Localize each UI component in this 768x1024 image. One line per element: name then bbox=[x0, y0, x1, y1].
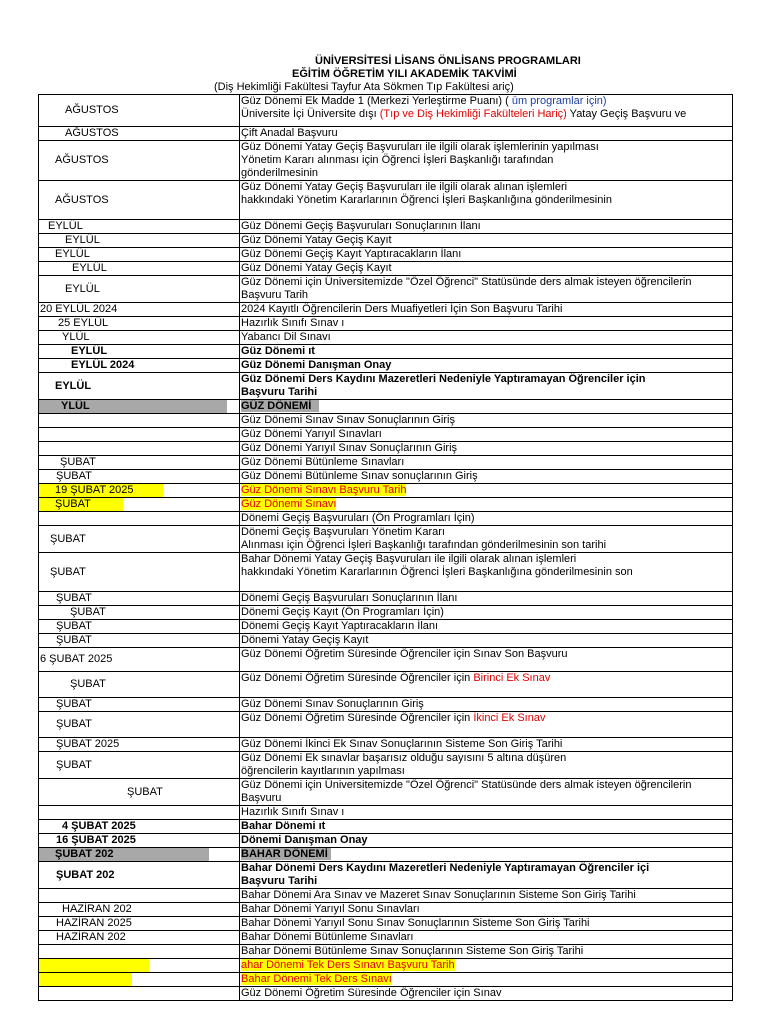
date-cell: ŞUBAT bbox=[39, 456, 240, 470]
date-cell: ŞUBAT bbox=[39, 672, 240, 698]
date-cell bbox=[39, 414, 240, 428]
table-row bbox=[39, 345, 733, 359]
section-header-cell: GÜZ DÖNEMİ bbox=[240, 400, 733, 414]
description-cell: Güz Dönemi için Üniversitemizde "Özel Öğrenci" Statüsünde ders almak isteyen öğrencilerin Başvuru Tarih bbox=[240, 276, 733, 303]
date-cell: 16 ŞUBAT 2025 bbox=[39, 834, 240, 848]
highlighted-date: ŞUBAT bbox=[39, 498, 123, 511]
date-cell: EYLÜL bbox=[39, 234, 240, 248]
date-cell: HAZİRAN 202 bbox=[39, 903, 240, 917]
table-row bbox=[39, 498, 733, 512]
table-row bbox=[39, 848, 733, 862]
table-row bbox=[39, 672, 733, 698]
date-cell: AĞUSTOS bbox=[39, 141, 240, 181]
table-row bbox=[39, 606, 733, 620]
section-header-gray-bar: ŞUBAT 202 bbox=[39, 848, 209, 861]
date-cell bbox=[39, 987, 240, 1001]
date-cell bbox=[39, 498, 240, 512]
table-row bbox=[39, 917, 733, 931]
date-cell: EYLÜL bbox=[39, 373, 240, 400]
description-cell: Güz Dönemi Yatay Geçiş Kayıt bbox=[240, 262, 733, 276]
table-row bbox=[39, 141, 733, 181]
description-cell: Dönemi Geçiş Başvuruları Yönetim Kararı Alınması için Öğrenci İşleri Başkanlığı tarafından gönderilmesinin son tarihi bbox=[240, 526, 733, 553]
description-cell: Bahar Dönemi Yatay Geçiş Başvuruları ile ilgili olarak alınan işlemleri hakkındaki Yönetim Kararlarının Öğrenci İşleri Başkanlığına gönderilmesinin son bbox=[240, 553, 733, 592]
description-cell: Dönemi Geçiş Kayıt (Ön Programları İçin) bbox=[240, 606, 733, 620]
highlighted-date: 19 ŞUBAT 2025 bbox=[39, 484, 163, 497]
table-row bbox=[39, 303, 733, 317]
description-cell: Bahar Dönemi Yarıyıl Sonu Sınavları bbox=[240, 903, 733, 917]
table-row bbox=[39, 648, 733, 672]
description-cell: Güz Dönemi Sınavı bbox=[240, 498, 733, 512]
description-cell: ahar Dönemi Tek Ders Sınavı Başvuru Tarih bbox=[240, 959, 733, 973]
highlighted-date bbox=[39, 959, 149, 972]
date-cell: ŞUBAT bbox=[39, 712, 240, 738]
date-cell: EYLÜL 2024 bbox=[39, 359, 240, 373]
table-row bbox=[39, 553, 733, 592]
date-cell: ŞUBAT 202 bbox=[39, 862, 240, 889]
date-cell: ŞUBAT bbox=[39, 620, 240, 634]
date-cell bbox=[39, 428, 240, 442]
description-cell: Güz Dönemi Geçiş Başvuruları Sonuçlarının İlanı bbox=[240, 220, 733, 234]
table-row bbox=[39, 526, 733, 553]
table-row bbox=[39, 456, 733, 470]
table-row bbox=[39, 752, 733, 779]
table-row bbox=[39, 484, 733, 498]
description-cell: Güz Dönemi Öğretim Süresinde Öğrenciler için Sınav Son Başvuru bbox=[240, 648, 733, 672]
date-cell: AĞUSTOS bbox=[39, 127, 240, 141]
section-header-cell: BAHAR DÖNEMİ bbox=[240, 848, 733, 862]
description-cell: Bahar Dönemi Yarıyıl Sonu Sınav Sonuçlarının Sisteme Son Giriş Tarihi bbox=[240, 917, 733, 931]
date-cell: ŞUBAT bbox=[39, 592, 240, 606]
description-cell: Güz Dönemi Danışman Onay bbox=[240, 359, 733, 373]
description-cell: Bahar Dönemi Ara Sınav ve Mazeret Sınav Sonuçlarının Sisteme Son Giriş Tarihi bbox=[240, 889, 733, 903]
table-row bbox=[39, 806, 733, 820]
description-cell: Güz Dönemi Öğretim Süresinde Öğrenciler için Sınav bbox=[240, 987, 733, 1001]
table-row bbox=[39, 592, 733, 606]
table-row bbox=[39, 95, 733, 127]
table-row bbox=[39, 889, 733, 903]
table-row bbox=[39, 428, 733, 442]
date-cell: ŞUBAT bbox=[39, 752, 240, 779]
description-cell: Bahar Dönemi ıt bbox=[240, 820, 733, 834]
date-cell: EYLÜL bbox=[39, 276, 240, 303]
date-cell bbox=[39, 484, 240, 498]
date-cell bbox=[39, 442, 240, 456]
date-cell: ŞUBAT 2025 bbox=[39, 738, 240, 752]
date-cell bbox=[39, 959, 240, 973]
date-cell bbox=[39, 945, 240, 959]
date-cell: 25 EYLÜL bbox=[39, 317, 240, 331]
table-row bbox=[39, 234, 733, 248]
table-row bbox=[39, 862, 733, 889]
table-row bbox=[39, 331, 733, 345]
description-cell: Güz Dönemi İkinci Ek Sınav Sonuçlarının Sisteme Son Giriş Tarihi bbox=[240, 738, 733, 752]
description-cell: Güz Dönemi Öğretim Süresinde Öğrenciler için Birinci Ek Sınav bbox=[240, 672, 733, 698]
date-cell: ŞUBAT bbox=[39, 634, 240, 648]
description-cell: Güz Dönemi Sınav Sınav Sonuçlarının Giriş bbox=[240, 414, 733, 428]
date-cell bbox=[39, 889, 240, 903]
description-cell: Güz Dönemi ıt bbox=[240, 345, 733, 359]
date-cell: EYLÜL bbox=[39, 220, 240, 234]
section-header-gray-bar: YLÜL bbox=[39, 400, 227, 413]
table-row bbox=[39, 276, 733, 303]
date-cell: AĞUSTOS bbox=[39, 181, 240, 220]
calendar-title-line2: EĞİTİM ÖĞRETİM YILI AKADEMİK TAKVİMİ bbox=[292, 68, 517, 80]
date-cell: EYLÜL bbox=[39, 262, 240, 276]
table-row bbox=[39, 698, 733, 712]
date-cell: ŞUBAT bbox=[39, 698, 240, 712]
description-cell: Bahar Dönemi Tek Ders Sınavı bbox=[240, 973, 733, 987]
description-cell: Hazırlık Sınıfı Sınav ı bbox=[240, 806, 733, 820]
description-cell: Dönemi Geçiş Kayıt Yaptıracakların İlanı bbox=[240, 620, 733, 634]
table-row bbox=[39, 903, 733, 917]
table-row bbox=[39, 779, 733, 806]
description-cell: Güz Dönemi Bütünleme Sınav sonuçlarının Giriş bbox=[240, 470, 733, 484]
description-cell: Çift Anadal Başvuru bbox=[240, 127, 733, 141]
table-row bbox=[39, 512, 733, 526]
description-cell: Güz Dönemi Bütünleme Sınavları bbox=[240, 456, 733, 470]
description-cell: Güz Dönemi Geçiş Kayıt Yaptıracakların İlanı bbox=[240, 248, 733, 262]
description-cell: Güz Dönemi Yatay Geçiş Kayıt bbox=[240, 234, 733, 248]
date-cell bbox=[39, 400, 240, 414]
description-cell: Hazırlık Sınıfı Sınav ı bbox=[240, 317, 733, 331]
description-cell: Güz Dönemi Yatay Geçiş Başvuruları ile ilgili olarak işlemlerinin yapılması Yönetim Kararı alınması için Öğrenci İşleri Başkanlığı tarafından gönderilmesinin bbox=[240, 141, 733, 181]
table-row bbox=[39, 620, 733, 634]
table-row bbox=[39, 945, 733, 959]
table-row bbox=[39, 359, 733, 373]
date-cell: HAZİRAN 202 bbox=[39, 931, 240, 945]
description-cell: Yabancı Dil Sınavı bbox=[240, 331, 733, 345]
date-cell: ŞUBAT bbox=[39, 553, 240, 592]
table-row bbox=[39, 262, 733, 276]
academic-calendar-table bbox=[38, 94, 733, 1001]
table-row bbox=[39, 400, 733, 414]
table-row bbox=[39, 442, 733, 456]
date-cell: ŞUBAT bbox=[39, 526, 240, 553]
description-cell: Güz Dönemi Yarıyıl Sınav Sonuçlarının Giriş bbox=[240, 442, 733, 456]
date-cell bbox=[39, 848, 240, 862]
description-cell: Güz Dönemi Sınav Sonuçlarının Giriş bbox=[240, 698, 733, 712]
date-cell: 4 ŞUBAT 2025 bbox=[39, 820, 240, 834]
description-cell: Güz Dönemi Yatay Geçiş Başvuruları ile ilgili olarak alınan işlemleri hakkındaki Yönetim Kararlarının Öğrenci İşleri Başkanlığına gönderilmesinin bbox=[240, 181, 733, 220]
table-row bbox=[39, 931, 733, 945]
description-cell: Dönemi Yatay Geçiş Kayıt bbox=[240, 634, 733, 648]
date-cell: YLÜL bbox=[39, 331, 240, 345]
description-cell: Dönemi Geçiş Başvuruları Sonuçlarının İlanı bbox=[240, 592, 733, 606]
table-row bbox=[39, 127, 733, 141]
table-row bbox=[39, 987, 733, 1001]
description-cell: 2024 Kayıtlı Öğrencilerin Ders Muafiyetleri İçin Son Başvuru Tarihi bbox=[240, 303, 733, 317]
description-cell: Güz Dönemi Ek sınavlar başarısız olduğu sayısını 5 altına düşüren öğrencilerin kayıtlarının yapılması bbox=[240, 752, 733, 779]
date-cell: ŞUBAT bbox=[39, 606, 240, 620]
table-row bbox=[39, 470, 733, 484]
description-cell: Güz Dönemi Sınavı Başvuru Tarih bbox=[240, 484, 733, 498]
date-cell: 6 ŞUBAT 2025 bbox=[39, 648, 240, 672]
calendar-title-line1: ÜNİVERSİTESİ LİSANS ÖNLİSANS PROGRAMLARI bbox=[315, 55, 581, 67]
date-cell: AĞUSTOS bbox=[39, 95, 240, 127]
date-cell: EYLÜL bbox=[39, 345, 240, 359]
date-cell bbox=[39, 806, 240, 820]
highlighted-date bbox=[39, 973, 132, 986]
table-row bbox=[39, 712, 733, 738]
date-cell: 20 EYLÜL 2024 bbox=[39, 303, 240, 317]
description-cell: Bahar Dönemi Bütünleme Sınavları bbox=[240, 931, 733, 945]
table-row bbox=[39, 414, 733, 428]
table-row bbox=[39, 181, 733, 220]
description-cell: Güz Dönemi için Üniversitemizde "Özel Öğrenci" Statüsünde ders almak isteyen öğrencilerin Başvuru bbox=[240, 779, 733, 806]
date-cell: EYLÜL bbox=[39, 248, 240, 262]
date-cell: HAZİRAN 2025 bbox=[39, 917, 240, 931]
calendar-title-line3: (Diş Hekimliği Fakültesi Tayfur Ata Sökmen Tıp Fakültesi ariç) bbox=[214, 81, 514, 93]
date-cell: ŞUBAT bbox=[39, 470, 240, 484]
description-cell: Dönemi Danışman Onay bbox=[240, 834, 733, 848]
description-cell: Dönemi Geçiş Başvuruları (Ön Programları İçin) bbox=[240, 512, 733, 526]
table-row bbox=[39, 317, 733, 331]
date-cell bbox=[39, 973, 240, 987]
date-cell: ŞUBAT bbox=[39, 779, 240, 806]
table-row bbox=[39, 973, 733, 987]
description-cell: Güz Dönemi Öğretim Süresinde Öğrenciler için İkinci Ek Sınav bbox=[240, 712, 733, 738]
table-row bbox=[39, 738, 733, 752]
table-row bbox=[39, 634, 733, 648]
description-cell: Güz Dönemi Ders Kaydını Mazeretleri Nedeniyle Yaptıramayan Öğrenciler için Başvuru Tarihi bbox=[240, 373, 733, 400]
description-cell: Bahar Dönemi Ders Kaydını Mazeretleri Nedeniyle Yaptıramayan Öğrenciler içi Başvuru Tarihi bbox=[240, 862, 733, 889]
date-cell bbox=[39, 512, 240, 526]
table-row bbox=[39, 373, 733, 400]
table-row bbox=[39, 820, 733, 834]
description-cell: Güz Dönemi Yarıyıl Sınavları bbox=[240, 428, 733, 442]
description-cell: Güz Dönemi Ek Madde 1 (Merkezi Yerleştirme Puanı) ( ūm programlar için) Üniversite İçi Üniversite dışı (Tıp ve Diş Hekimliği Fakülteleri Hariç) Yatay Geçiş Başvuru ve bbox=[240, 95, 733, 127]
table-row bbox=[39, 220, 733, 234]
table-row bbox=[39, 248, 733, 262]
description-cell: Bahar Dönemi Bütünleme Sınav Sonuçlarının Sisteme Son Giriş Tarihi bbox=[240, 945, 733, 959]
table-row bbox=[39, 834, 733, 848]
table-row bbox=[39, 959, 733, 973]
